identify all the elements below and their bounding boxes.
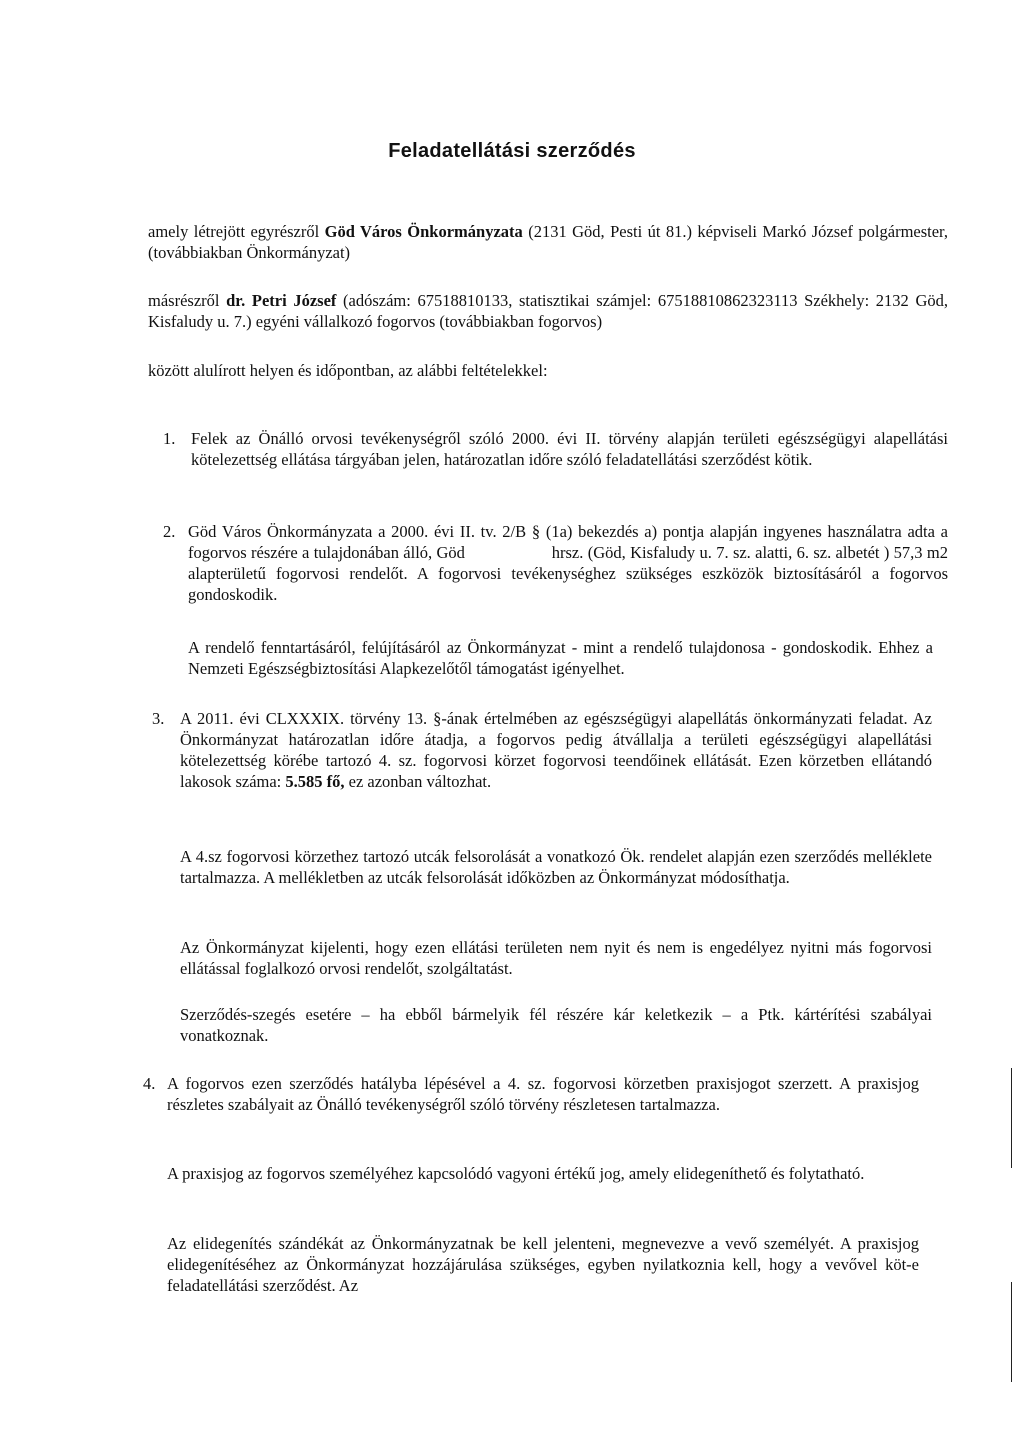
section-2-maintenance: A rendelő fenntartásáról, felújításáról az Önkormányzat - mint a rendelő tulajdonosa - gondoskodik. Ehhez a Nemzeti Egészségbiztosítási Alapkezelőtől támogatást igényelhet. bbox=[188, 638, 933, 678]
section-3-exclusivity: Az Önkormányzat kijelenti, hogy ezen ellátási területen nem nyit és nem is engedélyez nyitni más fogorvosi ellátással foglalkozó orvosi rendelőt, szolgáltatást. bbox=[180, 938, 932, 978]
section-4-alienation: Az elidegenítés szándékát az Önkormányzatnak be kell jelenteni, megnevezve a vevő személyét. A praxisjog elidegenítéséhez az Önkormányzat hozzájárulása szükséges, egyben nyilatkoznia kell, hogy a vevővel köt-e feladatellátási szerződést. Az bbox=[167, 1234, 919, 1295]
section-3-street-list: A 4.sz fogorvosi körzethez tartozó utcák felsorolását a vonatkozó Ök. rendelet alapján ezen szerződés melléklete tartalmazza. A mellékletben az utcák felsorolását időközben az Önkormányzat módosíthatja. bbox=[180, 847, 932, 887]
section-number: 1. bbox=[163, 429, 176, 448]
section-number: 4. bbox=[143, 1074, 156, 1093]
intro-paragraph-dentist: másrészről dr. Petri József (adószám: 67518810133, statisztikai számjel: 67518810862323113 Székhely: 2132 Göd, Kisfaludy u. 7.) egyéni vállalkozó fogorvos (továbbiakban fogorvos) bbox=[148, 291, 948, 331]
section-3-text: A 2011. évi CLXXXIX. törvény 13. §-ának értelmében az egészségügyi alapellátás önkormányzati feladat. Az Önkormányzat határozatlan időre átadja, a fogorvos pedig átvállalja a területi egészségügyi alapellátási kötelezettség körébe tartozó 4. sz. fogorvosi körzet fogorvosi teendőinek ellátását. Ezen körzetben ellátandó lakosok száma: 5.585 fő, ez azonban változhat. bbox=[180, 709, 932, 791]
section-number: 3. bbox=[152, 709, 165, 728]
document-title: Feladatellátási szerződés bbox=[388, 140, 636, 162]
section-number: 2. bbox=[163, 522, 176, 541]
municipality-name: Göd Város Önkormányzata bbox=[324, 222, 523, 241]
resident-count: 5.585 fő, bbox=[285, 772, 345, 791]
intro-paragraph-parties: amely létrejött egyrészről Göd Város Önkormányzata (2131 Göd, Pesti út 81.) képviseli Markó József polgármester, (továbbiakban Önkormányzat) bbox=[148, 222, 949, 262]
section-4-text: A fogorvos ezen szerződés hatályba lépésével a 4. sz. fogorvosi körzetben praxisjogot szerzett. A praxisjog részletes szabályait az Önálló tevékenységről szóló törvény részletesen tartalmazza. bbox=[167, 1074, 919, 1114]
section-2-text: Göd Város Önkormányzata a 2000. évi II. tv. 2/B § (1a) bekezdés a) pontja alapján ingyenes használatra adta a fogorvos részére a tulajdonában álló, Göd hrsz. (Göd, Kisfaludy u. 7. sz. alatti, 6. sz. albetét ) 57,3 m2 alapterületű fogorvosi rendelőt. A fogorvosi tevékenységhez szükséges eszközök biztosításáról a fogorvos gondoskodik. bbox=[188, 522, 953, 604]
section-3-damages: Szerződés-szegés esetére – ha ebből bármelyik fél részére kár keletkezik – a Ptk. kártérítési szabályai vonatkoznak. bbox=[180, 1005, 932, 1045]
section-1-text: Felek az Önálló orvosi tevékenységről szóló 2000. évi II. törvény alapján területi egészségügyi alapellátási kötelezettség ellátása tárgyában jelen, határozatlan időre szóló feladatellátási szerződést kötik. bbox=[191, 429, 948, 469]
dentist-name: dr. Petri József bbox=[226, 291, 337, 310]
section-4-practice-right: A praxisjog az fogorvos személyéhez kapcsolódó vagyoni értékű jog, amely elidegeníthető és folytatható. bbox=[167, 1164, 865, 1183]
scan-edge-mark bbox=[1011, 1068, 1012, 1168]
intro-paragraph-conditions: között alulírott helyen és időpontban, az alábbi feltételekkel: bbox=[148, 361, 548, 380]
scan-edge-mark bbox=[1011, 1282, 1012, 1382]
